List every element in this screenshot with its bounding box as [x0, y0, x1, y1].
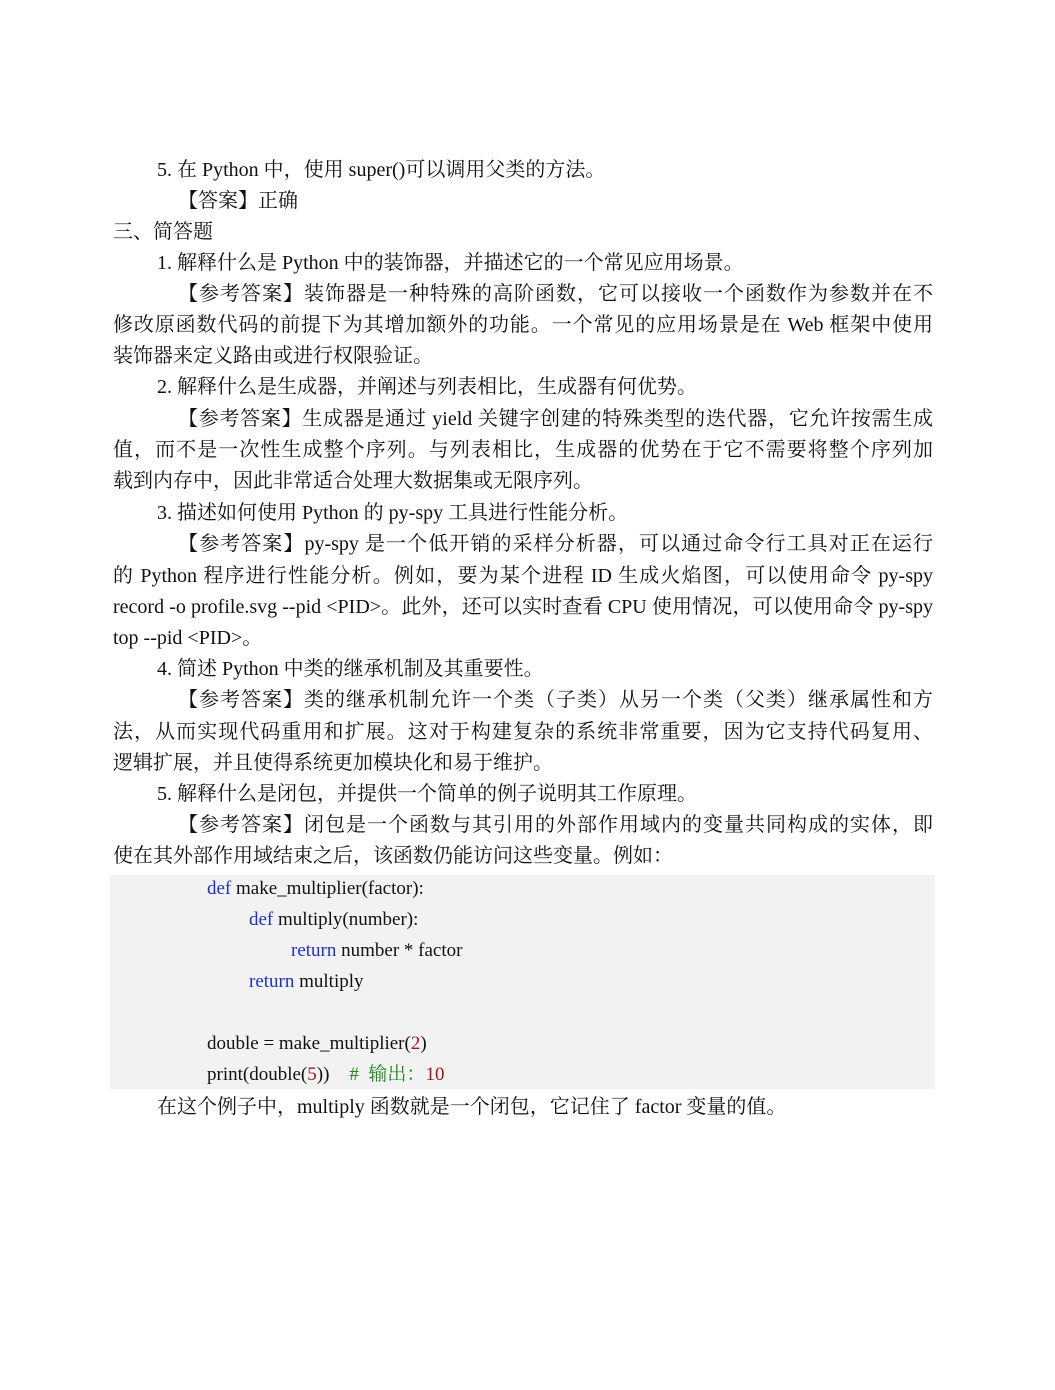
code-line	[207, 1061, 444, 1089]
code-text: ))	[316, 1064, 330, 1085]
code-text: double = make_multiplier(	[207, 1033, 411, 1054]
code-line	[249, 906, 418, 934]
code-text: multiply(number):	[273, 909, 419, 930]
question-3-answer-line: 【参考答案】py-spy 是一个低开销的采样分析器，可以通过命令行工具对正在运行	[178, 533, 933, 555]
question-2-answer-line: 值，而不是一次性生成整个序列。与列表相比，生成器的优势在于它不需要将整个序列加	[113, 439, 933, 461]
question-3-answer-line: record -o profile.svg --pid <PID>。此外，还可以实时查看 CPU 使用情况，可以使用命令 py-spy	[113, 596, 933, 618]
question-2-title: 2. 解释什么是生成器，并阐述与列表相比，生成器有何优势。	[157, 376, 697, 398]
question-5-answer-line: 使在其外部作用域结束之后，该函数仍能访问这些变量。例如：	[113, 845, 673, 867]
question-2-answer-line: 【参考答案】生成器是通过 yield 关键字创建的特殊类型的迭代器，它允许按需生成	[178, 408, 933, 430]
section-title-short-answer: 三、简答题	[113, 221, 213, 243]
code-comment: # 输出：	[349, 1064, 426, 1085]
code-line	[207, 1030, 427, 1058]
code-line	[207, 875, 424, 903]
code-line	[249, 968, 364, 996]
code-text: multiply	[294, 971, 364, 992]
question-4-answer-line: 法，从而实现代码重用和扩展。这对于构建复杂的系统非常重要，因为它支持代码复用、	[113, 721, 933, 743]
question-3-answer-line: top --pid <PID>。	[113, 627, 263, 649]
code-number: 10	[425, 1064, 445, 1085]
code-keyword: return	[249, 971, 295, 992]
code-keyword: return	[291, 940, 337, 961]
code-text: print(double(	[207, 1064, 308, 1085]
code-text: make_multiplier(factor):	[231, 878, 424, 899]
code-keyword: def	[207, 878, 232, 899]
code-text: number * factor	[336, 940, 463, 961]
code-block	[110, 875, 935, 1089]
question-1-answer-line: 装饰器来定义路由或进行权限验证。	[113, 345, 433, 367]
question-1-title: 1. 解释什么是 Python 中的装饰器，并描述它的一个常见应用场景。	[157, 252, 744, 274]
question-5-title: 5. 解释什么是闭包，并提供一个简单的例子说明其工作原理。	[157, 783, 697, 805]
question-1-answer-line: 【参考答案】装饰器是一种特殊的高阶函数，它可以接收一个函数作为参数并在不	[178, 283, 933, 305]
code-line	[291, 937, 462, 965]
question-1-answer-line: 修改原函数代码的前提下为其增加额外的功能。一个常见的应用场景是在 Web 框架中使用	[113, 314, 933, 336]
question-4-answer-line: 【参考答案】类的继承机制允许一个类（子类）从另一个类（父类）继承属性和方	[178, 689, 933, 711]
q5-true-false-question: 5. 在 Python 中，使用 super()可以调用父类的方法。	[157, 159, 606, 181]
question-3-answer-line: 的 Python 程序进行性能分析。例如，要为某个进程 ID 生成火焰图，可以使用命令 py-spy	[113, 565, 933, 587]
question-4-answer-line: 逻辑扩展，并且使得系统更加模块化和易于维护。	[113, 752, 553, 774]
code-text: )	[420, 1033, 427, 1054]
question-2-answer-line: 载到内存中，因此非常适合处理大数据集或无限序列。	[113, 470, 593, 492]
question-4-title: 4. 简述 Python 中类的继承机制及其重要性。	[157, 658, 544, 680]
code-keyword: def	[249, 909, 274, 930]
question-5-answer-line: 【参考答案】闭包是一个函数与其引用的外部作用域内的变量共同构成的实体，即	[178, 814, 933, 836]
q5-answer: 【答案】正确	[178, 190, 298, 212]
closing-paragraph: 在这个例子中，multiply 函数就是一个闭包，它记住了 factor 变量的值。	[157, 1096, 787, 1118]
code-number: 2	[410, 1033, 421, 1054]
code-number: 5	[307, 1064, 317, 1085]
question-3-title: 3. 描述如何使用 Python 的 py-spy 工具进行性能分析。	[157, 502, 629, 524]
